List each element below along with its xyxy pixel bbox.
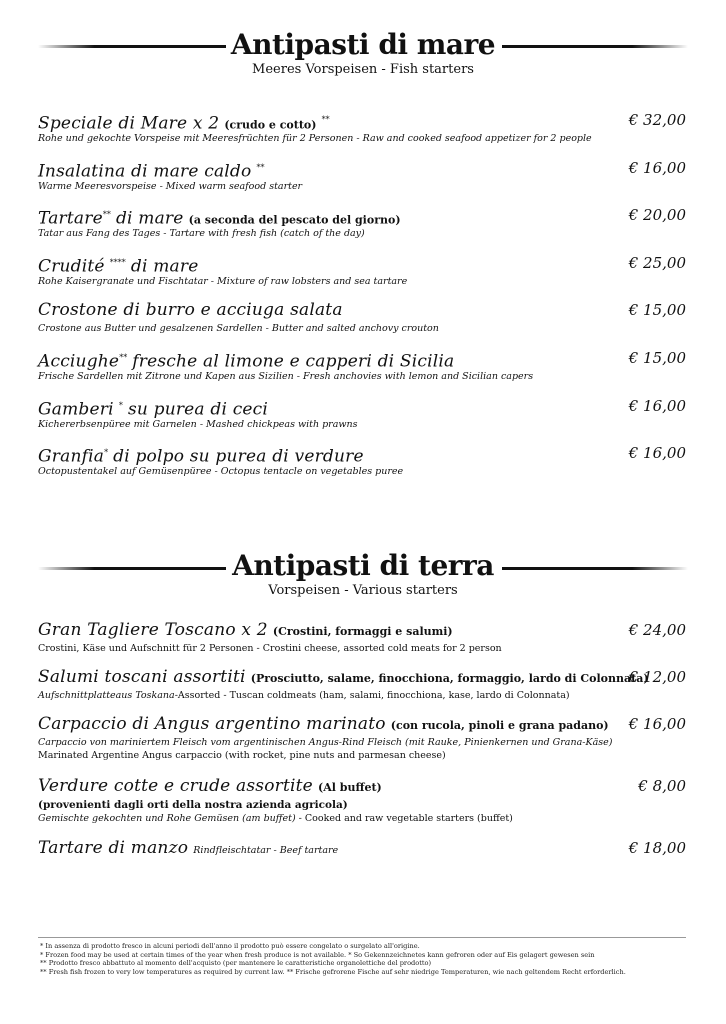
dish-description: Crostini, Käse und Aufschnitt für 2 Personen - Crostini cheese, assorted cold meats for 2 person [38, 643, 502, 654]
dish-origin-note: (provenienti dagli orti della nostra azienda agricola) [38, 799, 348, 811]
dish-price: € 32,00 [628, 111, 686, 129]
asterisk-marker: * [104, 448, 109, 457]
section-subtitle: Vorspeisen - Various starters [268, 583, 458, 598]
asterisk-marker: ** [256, 163, 265, 172]
dish-description-en: - Cooked and raw vegetable starters (buffet) [295, 813, 513, 824]
dish-name: Verdure cotte e crude assortite [38, 776, 313, 796]
dish-price: € 18,00 [628, 839, 686, 857]
dish-description-en: Marinated Argentine Angus carpaccio (with rocket, pine nuts and parmesan cheese) [38, 750, 446, 761]
menu-item [38, 394, 686, 431]
menu-item [38, 441, 686, 478]
dish-description-de: Gemischte gekochten und Rohe Gemüsen (am buffet) [38, 813, 296, 824]
dish-description-en: -Assorted - Tuscan coldmeats (ham, salami, finocchiona, kase, lardo di Colonnata) [174, 690, 570, 701]
menu-item [38, 298, 686, 335]
menu-item [38, 836, 686, 860]
section-subtitle: Meeres Vorspeisen - Fish starters [252, 62, 474, 77]
dish-name-cont: di mare [115, 208, 184, 229]
dish-description: Rohe Kaisergranate und Fischtatar - Mixture of raw lobsters and sea tartare [38, 276, 408, 287]
dish-price: € 16,00 [628, 159, 686, 177]
menu-item [38, 774, 686, 825]
dish-name-cont: di polpo su purea di verdure [113, 446, 364, 467]
footnote-line: * Frozen food may be used at certain times of the year when fresh produce is not available. * So Gekennzeichnetes kann gefroren oder auf Eis gelagert gewesen sein [40, 950, 595, 959]
asterisk-marker: **** [109, 258, 126, 267]
dish-price: € 20,00 [628, 206, 686, 224]
dish-note: (Crostini, formaggi e salumi) [272, 625, 453, 638]
section-title: Antipasti di mare [230, 28, 496, 61]
dish-name-cont: su purea di ceci [127, 399, 269, 420]
dish-name: Crostone di burro e acciuga salata [38, 300, 343, 320]
dish-name-cont: fresche al limone e capperi di Sicilia [132, 351, 455, 372]
dish-description: Octopustentakel auf Gemüsenpüree - Octopus tentacle on vegetables puree [38, 466, 404, 477]
dish-name: Insalatina di mare caldo [38, 161, 252, 182]
dish-description: Kichererbsenpüree mit Garnelen - Mashed chickpeas with prawns [38, 419, 358, 430]
asterisk-marker: ** [119, 353, 128, 362]
asterisk-marker: ** [321, 115, 330, 124]
dish-price: € 16,00 [628, 397, 686, 415]
dish-description-de: Aufschnittplatteaus Toskana [38, 690, 175, 701]
menu-item [38, 665, 686, 702]
asterisk-marker: ** [102, 210, 111, 219]
footnote-line: ** Fresh fish frozen to very low temperatures as required by current law. ** Frische gefrorene Fische auf sehr niedrige Temperaturen, wie nach geltendem Recht erforderlich. [40, 967, 626, 976]
dish-description [38, 689, 686, 702]
menu-item [38, 618, 686, 655]
dish-note: (a seconda del pescato del giorno) [188, 213, 401, 227]
dish-price: € 15,00 [628, 349, 686, 367]
dish-name: Speciale di Mare x 2 [38, 113, 220, 134]
dish-price: € 16,00 [628, 444, 686, 462]
dish-name: Crudité [38, 256, 105, 277]
dish-name: Acciughe [38, 351, 120, 372]
dish-description: Warme Meeresvorspeise - Mixed warm seafood starter [38, 181, 303, 192]
section-title: Antipasti di terra [232, 549, 494, 582]
dish-price: € 12,00 [628, 668, 686, 686]
asterisk-marker: * [118, 401, 123, 410]
dish-price: € 8,00 [638, 777, 686, 795]
menu-item [38, 251, 686, 288]
dish-name: Gamberi [38, 399, 114, 420]
dish-description: Tatar aus Fang des Tages - Tartare with fresh fish (catch of the day) [38, 228, 365, 239]
dish-name: Carpaccio di Angus argentino marinato [38, 714, 386, 734]
footnote-divider [38, 937, 686, 938]
dish-note: (con rucola, pinoli e grana padano) [390, 719, 609, 732]
footnotes [40, 942, 690, 976]
dish-description: Carpaccio von mariniertem Fleisch vom argentinischen Angus-Rind Fleisch (mit Rauke, Pinienkernen und Grana-Käse) [38, 737, 613, 748]
dish-note: (crudo e cotto) [224, 118, 317, 132]
menu-item [38, 108, 686, 145]
footnote-line: * In assenza di prodotto fresco in alcuni periodi dell'anno il prodotto può essere congelato o surgelato all'origine. [40, 942, 420, 950]
dish-price: € 25,00 [628, 254, 686, 272]
menu-item [38, 712, 686, 762]
dish-name: Granfia [38, 446, 105, 467]
dish-name: Tartare [38, 208, 103, 229]
dish-description: Rindfleischtatar - Beef tartare [193, 845, 339, 856]
dish-price: € 15,00 [628, 301, 686, 319]
footnote-line: ** Prodotto fresco abbattuto al momento dell'acquisto (per mantenere le caratteristiche organolettiche del prodotto) [40, 959, 432, 968]
section-header-terra [0, 551, 726, 599]
dish-note: (Prosciutto, salame, finocchiona, formaggio, lardo di Colonnata) [250, 672, 649, 685]
dish-description: Frische Sardellen mit Zitrone und Kapen aus Sizilien - Fresh anchovies with lemon and Sicilian capers [38, 371, 534, 382]
dish-description: Crostone aus Butter und gesalzenen Sardellen - Butter and salted anchovy crouton [38, 323, 439, 334]
dish-price: € 24,00 [628, 621, 686, 639]
dish-name: Salumi toscani assortiti [38, 667, 246, 687]
dish-note: (Al buffet) [318, 781, 382, 794]
dish-name-cont: di mare [130, 256, 199, 277]
dish-name: Gran Tagliere Toscano x 2 [38, 620, 268, 640]
dish-description: Rohe und gekochte Vorspeise mit Meeresfrüchten für 2 Personen - Raw and cooked seafood appetizer for 2 people [38, 133, 592, 144]
menu-item [38, 203, 686, 240]
section-header-mare [0, 30, 726, 78]
dish-price: € 16,00 [628, 715, 686, 733]
dish-description [38, 812, 686, 825]
dish-name: Tartare di manzo [38, 838, 189, 858]
menu-item [38, 346, 686, 383]
menu-item [38, 156, 686, 193]
